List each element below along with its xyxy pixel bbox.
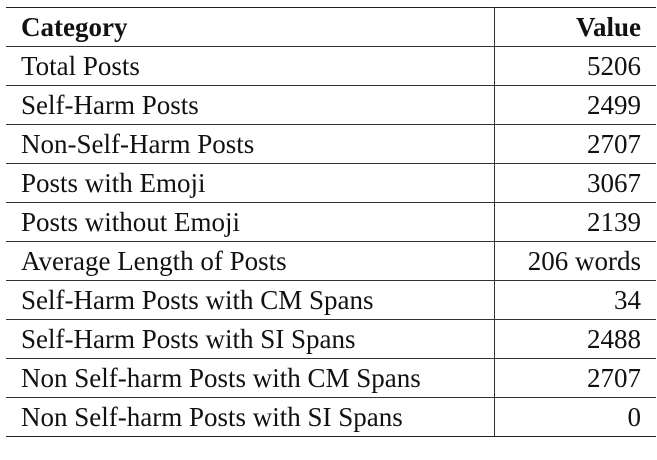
row-value: 34 — [495, 281, 657, 320]
row-value: 2707 — [495, 125, 657, 164]
table-row — [6, 281, 656, 320]
row-category: Average Length of Posts — [6, 242, 495, 281]
header-value: Value — [495, 8, 657, 47]
table-row — [6, 398, 656, 437]
row-value: 2139 — [495, 203, 657, 242]
statistics-table — [6, 7, 656, 437]
header-row — [6, 8, 656, 47]
row-value: 2707 — [495, 359, 657, 398]
row-category: Self-Harm Posts — [6, 86, 495, 125]
table-row — [6, 359, 656, 398]
row-category: Posts with Emoji — [6, 164, 495, 203]
row-value: 3067 — [495, 164, 657, 203]
row-category: Non-Self-Harm Posts — [6, 125, 495, 164]
row-category: Non Self-harm Posts with SI Spans — [6, 398, 495, 437]
row-category: Total Posts — [6, 47, 495, 86]
row-category: Posts without Emoji — [6, 203, 495, 242]
row-value: 2488 — [495, 320, 657, 359]
row-value: 206 words — [495, 242, 657, 281]
header-category: Category — [6, 8, 495, 47]
row-category: Self-Harm Posts with SI Spans — [6, 320, 495, 359]
table-row — [6, 320, 656, 359]
table-row — [6, 125, 656, 164]
table-row — [6, 47, 656, 86]
table-row — [6, 242, 656, 281]
row-category: Non Self-harm Posts with CM Spans — [6, 359, 495, 398]
table-row — [6, 203, 656, 242]
row-category: Self-Harm Posts with CM Spans — [6, 281, 495, 320]
row-value: 5206 — [495, 47, 657, 86]
row-value: 2499 — [495, 86, 657, 125]
row-value: 0 — [495, 398, 657, 437]
table-row — [6, 86, 656, 125]
table-row — [6, 164, 656, 203]
